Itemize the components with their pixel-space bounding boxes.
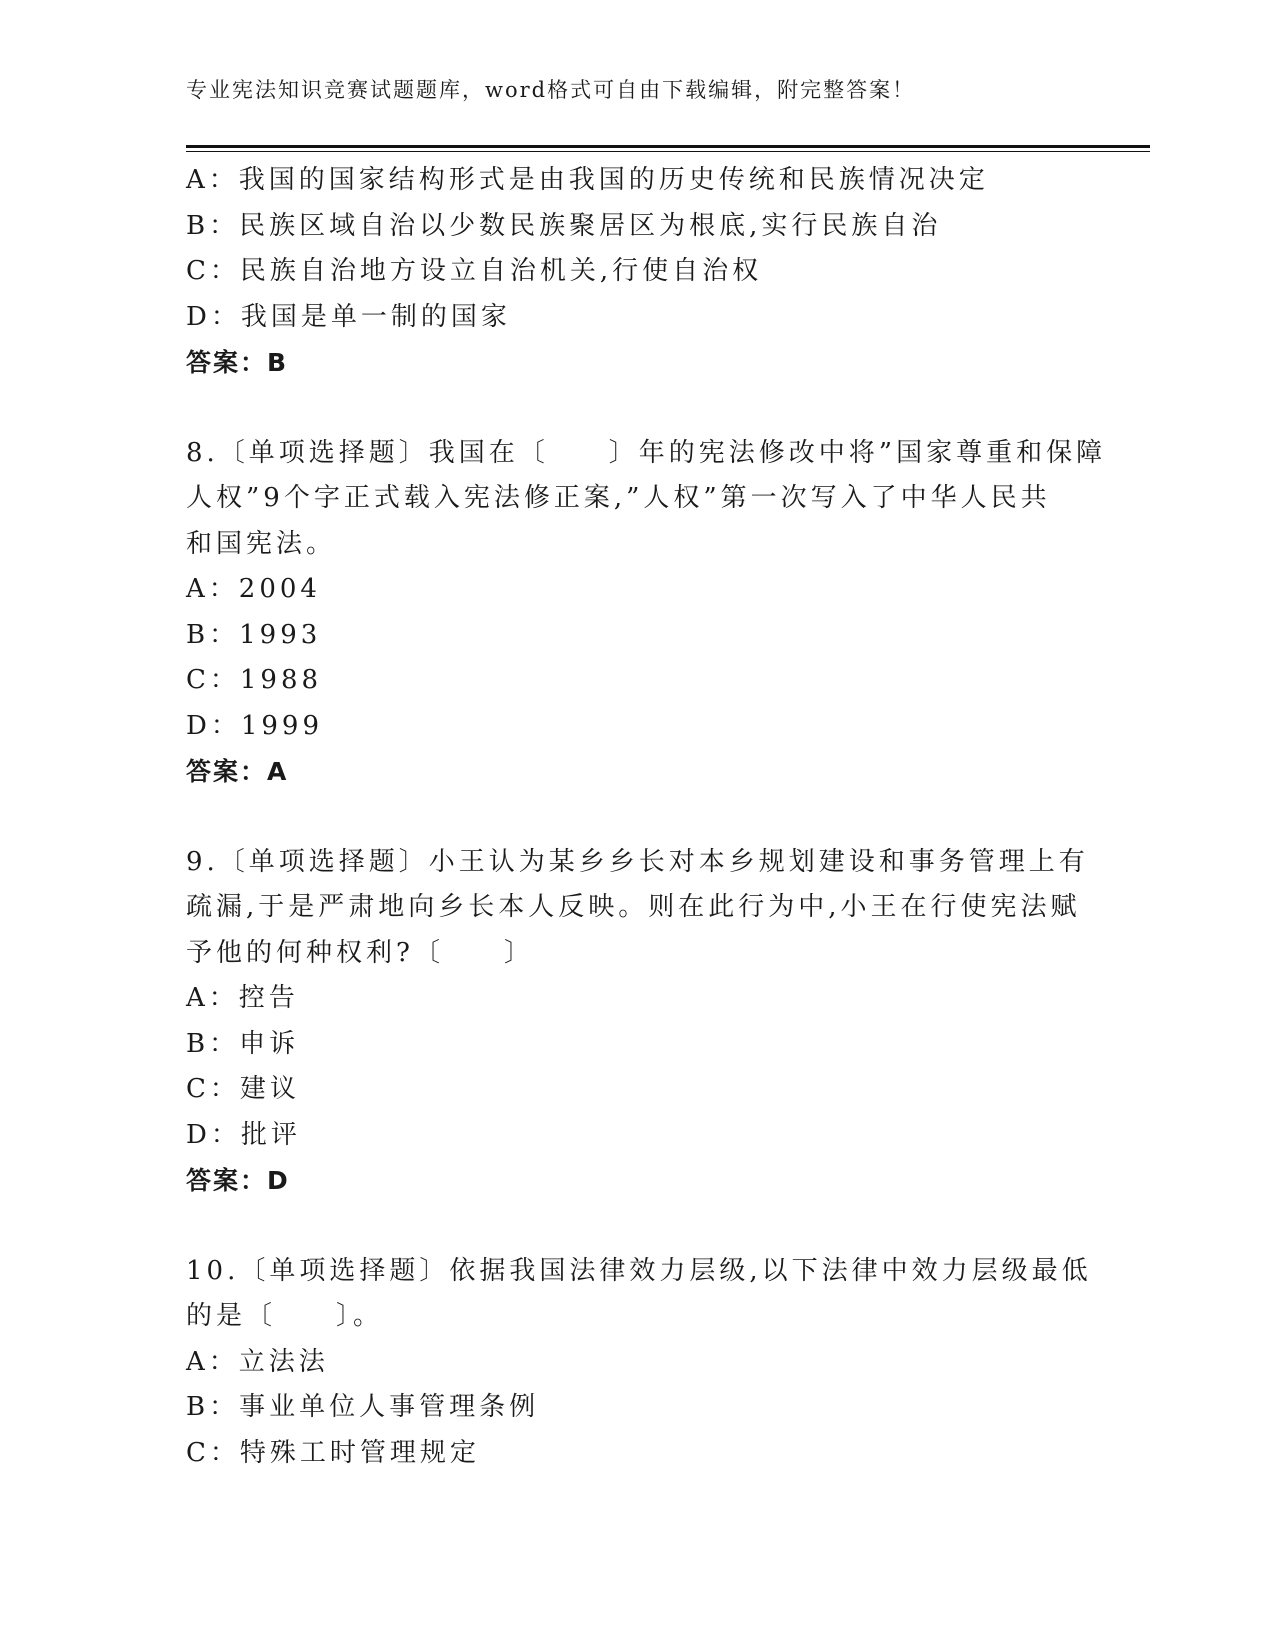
question-10-block	[186, 1249, 1092, 1477]
option-d: D：批评	[186, 1119, 301, 1150]
option-a: A：立法法	[186, 1346, 329, 1377]
question-text-line: 和国宪法。	[186, 528, 337, 559]
question-text-line: 疏漏,于是严肃地向乡长本人反映。则在此行为中,小王在行使宪法赋	[186, 892, 1081, 922]
answer: 答案：D	[186, 1166, 290, 1195]
option-d: D：我国是单一制的国家	[186, 301, 511, 332]
option-b: B：事业单位人事管理条例	[186, 1392, 540, 1422]
document-header: 专业宪法知识竞赛试题题库，word格式可自由下载编辑，附完整答案！	[186, 78, 916, 102]
question-text-line: 9.〔单项选择题〕小王认为某乡乡长对本乡规划建设和事务管理上有	[186, 846, 1089, 877]
option-b: B：1993	[186, 619, 322, 650]
question-content	[186, 158, 1107, 1476]
question-text-line: 人权”9个字正式载入宪法修正案,”人权”第一次写入了中华人民共	[186, 483, 1051, 513]
option-c: C：民族自治地方设立自治机关,行使自治权	[186, 256, 763, 286]
option-a: A：我国的国家结构形式是由我国的历史传统和民族情况决定	[186, 165, 989, 195]
previous-question-block	[186, 158, 1086, 386]
option-d: D：1999	[186, 710, 324, 741]
question-text-line: 10.〔单项选择题〕依据我国法律效力层级,以下法律中效力层级最低	[186, 1255, 1092, 1286]
option-c: C：建议	[186, 1074, 300, 1104]
option-b: B：民族区域自治以少数民族聚居区为根底,实行民族自治	[186, 210, 942, 241]
option-c: C：特殊工时管理规定	[186, 1437, 480, 1468]
question-text-line: 8.〔单项选择题〕我国在〔 〕年的宪法修改中将”国家尊重和保障	[186, 437, 1107, 468]
question-text-line: 的是〔 〕。	[186, 1301, 384, 1331]
option-a: A：2004	[186, 574, 321, 604]
answer: 答案：B	[186, 348, 289, 377]
option-b: B：申诉	[186, 1028, 300, 1059]
header-rule-thick	[186, 145, 1150, 148]
option-a: A：控告	[186, 983, 299, 1013]
question-text-line: 予他的何种权利?〔 〕	[186, 937, 534, 968]
option-c: C：1988	[186, 665, 323, 695]
answer: 答案：A	[186, 757, 289, 786]
question-9-block	[186, 840, 1089, 1204]
question-8-block	[186, 431, 1107, 795]
header-rule-thin	[186, 151, 1150, 152]
